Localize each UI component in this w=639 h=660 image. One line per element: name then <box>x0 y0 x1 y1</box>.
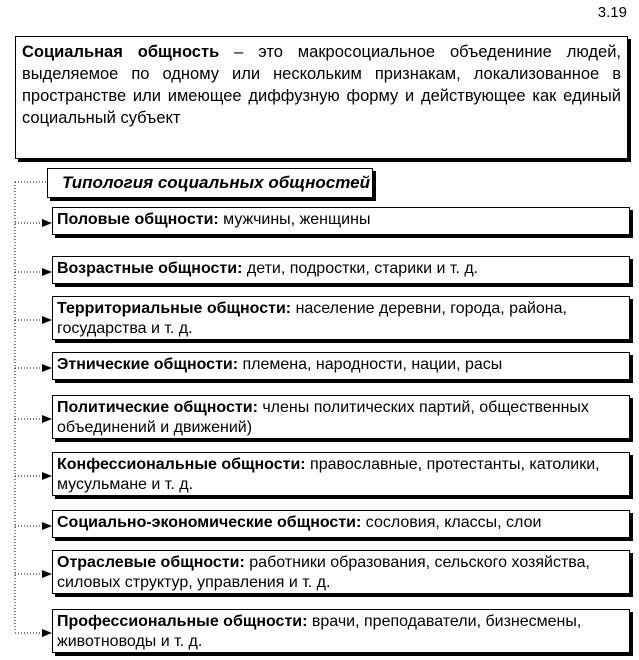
typology-item <box>52 452 630 496</box>
arrow-head <box>42 364 52 372</box>
definition-term: Социальная общность <box>22 43 220 61</box>
arrow-head <box>42 316 52 324</box>
typology-item <box>52 296 630 340</box>
typology-item <box>52 395 630 439</box>
item-text: члены политических партий, общественных объединений и движений) <box>57 399 589 436</box>
arrow-head <box>42 268 52 276</box>
item-text: племена, народности, нации, расы <box>238 356 503 373</box>
item-name: Отраслевые общности: <box>57 554 245 571</box>
item-name: Возрастные общности: <box>57 260 243 277</box>
definition-box <box>15 36 628 159</box>
item-name: Этнические общности: <box>57 356 239 373</box>
item-name: Профессиональные общности: <box>57 613 308 630</box>
typology-item <box>52 510 630 538</box>
item-name: Политические общности: <box>57 399 258 416</box>
arrow-head <box>42 219 52 227</box>
arrow-head <box>42 415 52 423</box>
page-number: 3.19 <box>597 4 627 21</box>
item-text: мужчины, женщины <box>218 211 371 228</box>
item-text: сословия, классы, слои <box>361 514 542 531</box>
definition-text: – это макросоциальное объедениние людей, выделяемое по одному или нескольким признакам, локализованное в пространстве или имеющее диффузную форму и действующее как единый социальный субъект <box>22 43 622 127</box>
typology-item <box>52 207 630 235</box>
typology-item <box>52 609 630 653</box>
item-text: православные, протестанты, католики, мусульмане и т. д. <box>57 456 600 493</box>
arrow-head <box>42 629 52 637</box>
item-text: работники образования, сельского хозяйства, силовых структур, управления и т. д. <box>57 554 590 591</box>
item-text: население деревни, города, района, государства и т. д. <box>57 300 567 337</box>
item-name: Конфессиональные общности: <box>57 456 306 473</box>
item-text: врачи, преподаватели, бизнесмены, животноводы и т. д. <box>57 613 582 650</box>
typology-item <box>52 352 630 380</box>
item-name: Территориальные общности: <box>57 300 292 317</box>
typology-title: Типология социальных общностей <box>47 168 373 198</box>
typology-item <box>52 550 630 594</box>
arrow-head <box>42 472 52 480</box>
typology-item <box>52 256 630 284</box>
item-text: дети, подростки, старики и т. д. <box>242 260 479 277</box>
arrow-head <box>42 570 52 578</box>
item-name: Половые общности: <box>57 211 219 228</box>
item-name: Социально-экономические общности: <box>57 514 362 531</box>
arrow-head <box>42 522 52 530</box>
